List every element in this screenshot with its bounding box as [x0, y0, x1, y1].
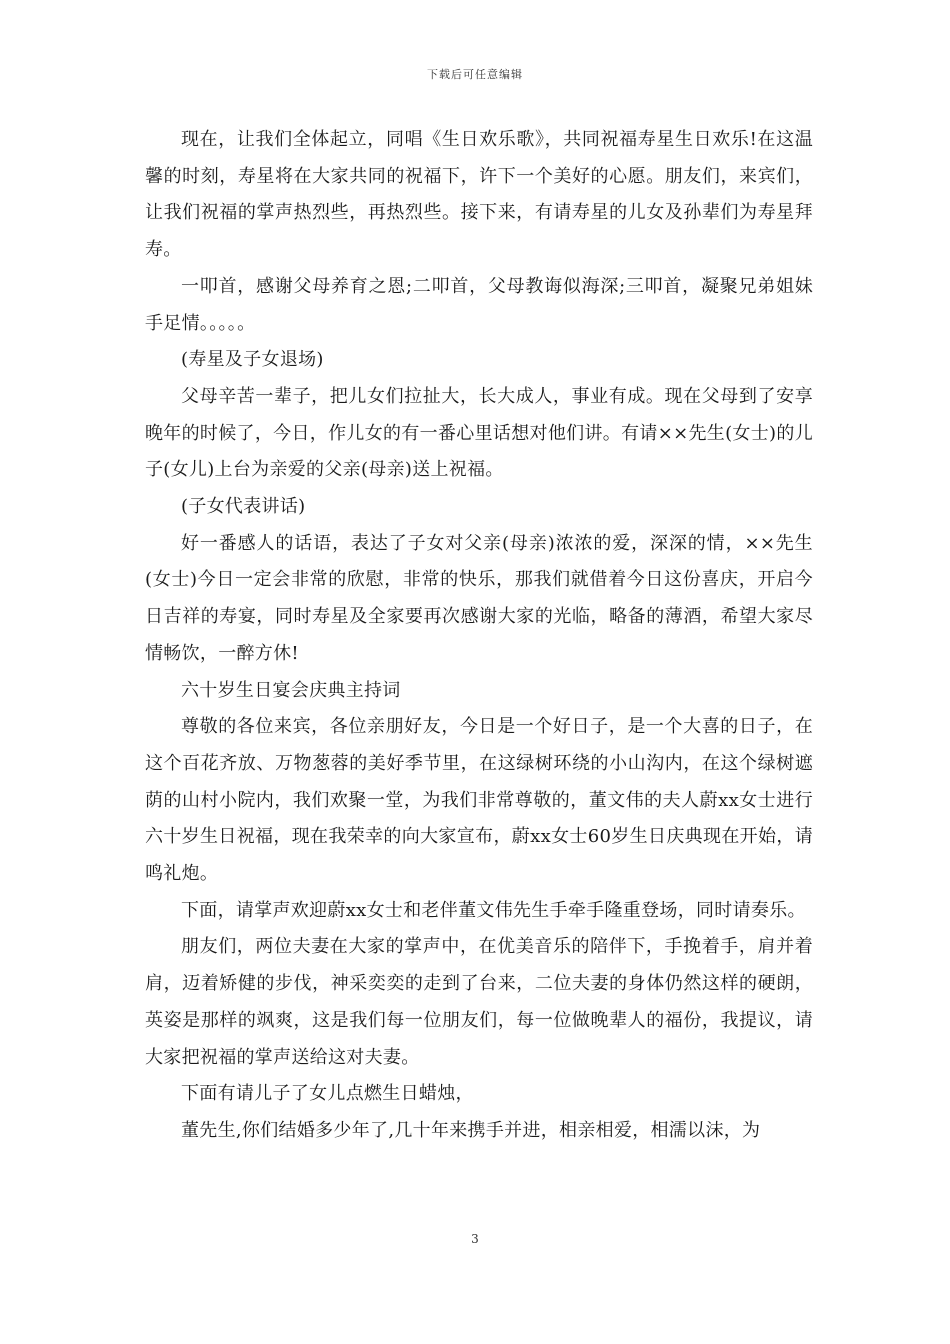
document-body	[145, 122, 813, 1150]
paragraph-4: 父母辛苦一辈子，把儿女们拉扯大，长大成人，事业有成。现在父母到了安享晚年的时候了，今日，作儿女的有一番心里话想对他们讲。有请××先生(女士)的儿子(女儿)上台为亲爱的父亲(母亲)送上祝福。	[145, 385, 813, 481]
paragraph-11: 下面有请儿子了女儿点燃生日蜡烛，	[181, 1083, 474, 1105]
section-title: 六十岁生日宴会庆典主持词	[181, 679, 401, 701]
paragraph-8: 尊敬的各位来宾，各位亲朋好友，今日是一个好日子，是一个大喜的日子，在这个百花齐放、万物葱蓉的美好季节里，在这绿树环绕的小山沟内，在这个绿树遮荫的山村小院内，我们欢聚一堂，为我们非常尊敬的，董文伟的夫人蔚xx女士进行六十岁生日祝福，现在我荣幸的向大家宣布，蔚xx女士60岁生日庆典现在开始，请鸣礼炮。	[145, 716, 813, 885]
paragraph-2: 一叩首，感谢父母养育之恩;二叩首，父母教诲似海深;三叩首，凝聚兄弟姐妹手足情。。。。。	[145, 275, 813, 334]
paragraph-10: 朋友们，两位夫妻在大家的掌声中，在优美音乐的陪伴下，手挽着手，肩并着肩，迈着矫健的步伐，神采奕奕的走到了台来，二位夫妻的身体仍然这样的硬朗，英姿是那样的飒爽，这是我们每一位朋友们，每一位做晚辈人的福份，我提议，请大家把祝福的掌声送给这对夫妻。	[145, 936, 813, 1068]
page-number: 3	[471, 1232, 479, 1246]
paragraph-1: 现在，让我们全体起立，同唱《生日欢乐歌》，共同祝福寿星生日欢乐!在这温馨的时刻，寿星将在大家共同的祝福下，许下一个美好的心愿。朋友们，来宾们，让我们祝福的掌声热烈些，再热烈些。接下来，有请寿星的儿女及孙辈们为寿星拜寿。	[145, 129, 813, 261]
paragraph-3: (寿星及子女退场)	[181, 349, 324, 371]
page-header-note: 下载后可任意编辑	[427, 68, 523, 81]
paragraph-5: (子女代表讲话)	[181, 496, 306, 518]
paragraph-9: 下面，请掌声欢迎蔚xx女士和老伴董文伟先生手牵手隆重登场，同时请奏乐。	[181, 899, 806, 921]
paragraph-12: 董先生,你们结婚多少年了,几十年来携手并进，相亲相爱，相濡以沫，为	[181, 1119, 761, 1141]
paragraph-6: 好一番感人的话语，表达了子女对父亲(母亲)浓浓的爱，深深的情，××先生(女士)今日一定会非常的欣慰，非常的快乐，那我们就借着今日这份喜庆，开启今日吉祥的寿宴，同时寿星及全家要再次感谢大家的光临，略备的薄酒，希望大家尽情畅饮，一醉方休!	[145, 532, 813, 664]
